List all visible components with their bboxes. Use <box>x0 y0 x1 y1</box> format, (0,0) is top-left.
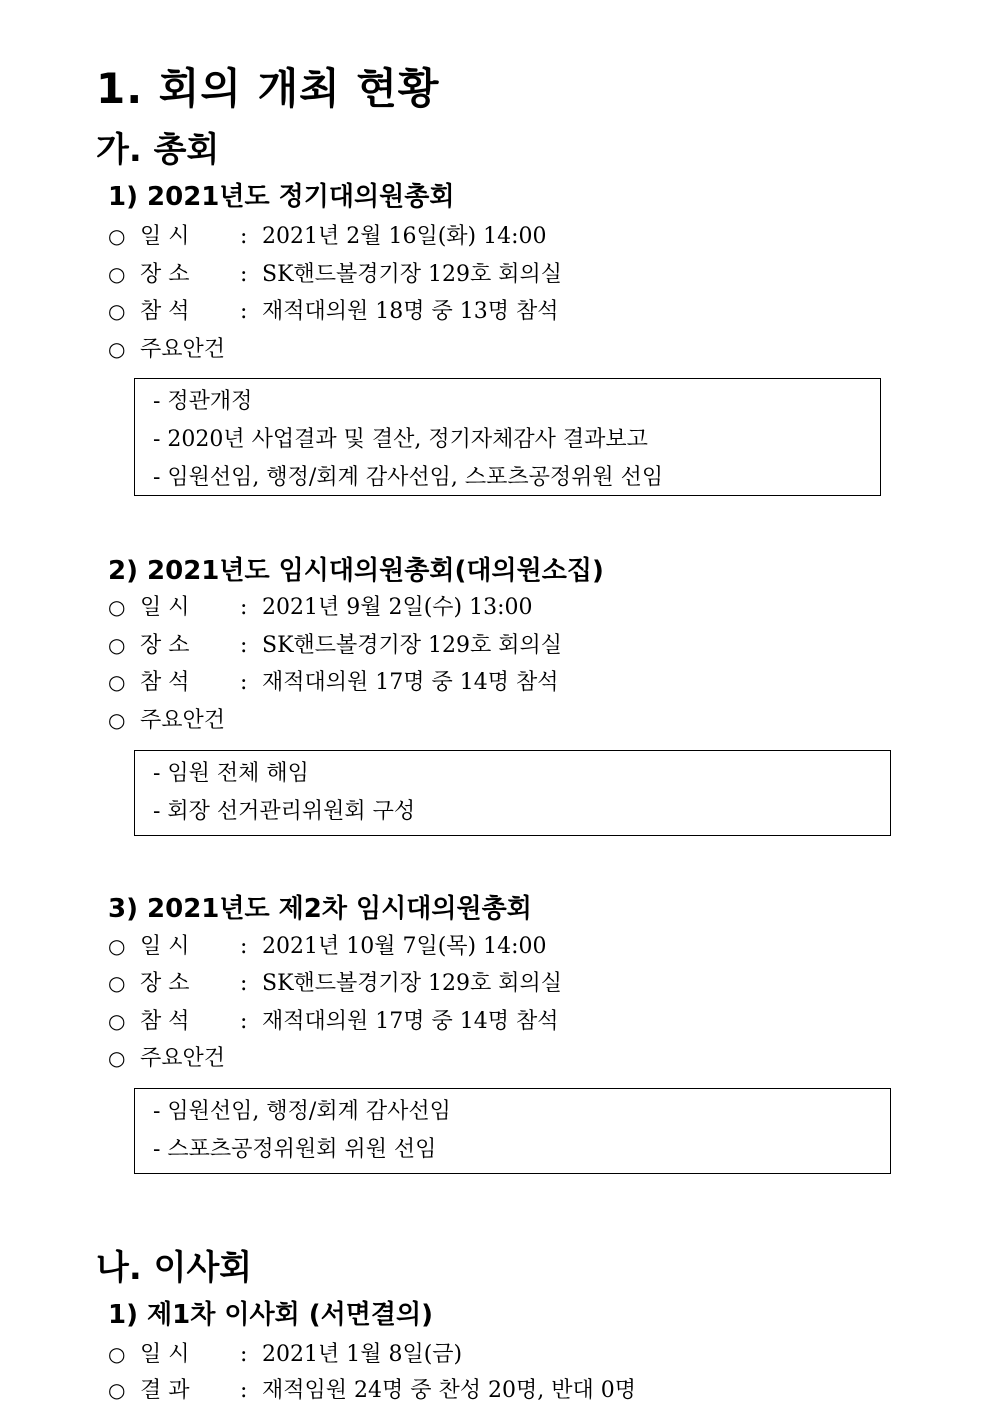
agenda-item: - 임원선임, 행정/회계 감사선임, 스포츠공정위원 선임 <box>153 465 664 490</box>
colon: : <box>240 299 248 324</box>
section-heading: 나. 이사회 <box>96 1248 253 1288</box>
bullet: ○ <box>108 708 126 732</box>
colon: : <box>240 1009 248 1034</box>
agenda-box <box>134 750 891 836</box>
info-value: SK핸드볼경기장 129호 회의실 <box>262 633 563 658</box>
agenda-item: - 회장 선거관리위원회 구성 <box>153 799 416 824</box>
info-label: 장 소 <box>140 262 190 287</box>
agenda-label: 주요안건 <box>140 708 226 733</box>
info-row <box>108 221 547 251</box>
bullet: ○ <box>108 224 126 248</box>
info-row <box>108 259 562 289</box>
meeting-title: 1) 2021년도 정기대의원총회 <box>108 182 455 212</box>
bullet: ○ <box>108 971 126 995</box>
info-row <box>108 630 562 660</box>
bullet: ○ <box>108 595 126 619</box>
info-label: 참 석 <box>140 299 190 324</box>
info-value: 2021년 1월 8일(금) <box>262 1342 463 1367</box>
info-value: SK핸드볼경기장 129호 회의실 <box>262 971 563 996</box>
bullet: ○ <box>108 299 126 323</box>
colon: : <box>240 595 248 620</box>
agenda-box <box>134 378 881 496</box>
bullet: ○ <box>108 337 126 361</box>
info-value: 재적대의원 17명 중 14명 참석 <box>262 1009 559 1034</box>
agenda-item: - 2020년 사업결과 및 결산, 정기자체감사 결과보고 <box>153 427 648 452</box>
info-label: 장 소 <box>140 971 190 996</box>
info-value: 재적임원 24명 중 찬성 20명, 반대 0명 <box>262 1378 636 1403</box>
info-label: 참 석 <box>140 1009 190 1034</box>
section-heading: 가. 총회 <box>96 130 220 170</box>
agenda-label: 주요안건 <box>140 1046 226 1071</box>
meeting-title: 1) 제1차 이사회 (서면결의) <box>108 1300 434 1330</box>
info-value: 재적대의원 17명 중 14명 참석 <box>262 670 559 695</box>
agenda-box <box>134 1088 891 1174</box>
agenda-label: 주요안건 <box>140 337 226 362</box>
colon: : <box>240 934 248 959</box>
info-label: 결 과 <box>140 1378 190 1403</box>
bullet: ○ <box>108 262 126 286</box>
bullet: ○ <box>108 1342 126 1366</box>
info-row <box>108 1339 462 1369</box>
colon: : <box>240 224 248 249</box>
info-label: 참 석 <box>140 670 190 695</box>
info-value: 2021년 9월 2일(수) 13:00 <box>262 595 533 620</box>
info-value: SK핸드볼경기장 129호 회의실 <box>262 262 563 287</box>
colon: : <box>240 1378 248 1403</box>
meeting-title: 3) 2021년도 제2차 임시대의원총회 <box>108 894 532 924</box>
agenda-row <box>108 705 225 735</box>
info-label: 일 시 <box>140 595 190 620</box>
agenda-item: - 임원 전체 해임 <box>153 761 309 786</box>
info-row <box>108 1006 558 1036</box>
bullet: ○ <box>108 633 126 657</box>
agenda-item: - 정관개정 <box>153 389 253 414</box>
info-label: 일 시 <box>140 224 190 249</box>
bullet: ○ <box>108 934 126 958</box>
colon: : <box>240 262 248 287</box>
info-row <box>108 296 558 326</box>
info-row <box>108 931 547 961</box>
info-label: 일 시 <box>140 1342 190 1367</box>
info-value: 2021년 2월 16일(화) 14:00 <box>262 224 547 249</box>
colon: : <box>240 670 248 695</box>
colon: : <box>240 1342 248 1367</box>
info-value: 2021년 10월 7일(목) 14:00 <box>262 934 547 959</box>
bullet: ○ <box>108 1378 126 1402</box>
info-label: 일 시 <box>140 934 190 959</box>
agenda-row <box>108 1043 225 1073</box>
bullet: ○ <box>108 1009 126 1033</box>
bullet: ○ <box>108 670 126 694</box>
info-label: 장 소 <box>140 633 190 658</box>
info-row <box>108 968 562 998</box>
info-row <box>108 1375 636 1405</box>
agenda-row <box>108 334 225 364</box>
agenda-item: - 스포츠공정위원회 위원 선임 <box>153 1137 437 1162</box>
meeting-title: 2) 2021년도 임시대의원총회(대의원소집) <box>108 556 604 586</box>
colon: : <box>240 633 248 658</box>
agenda-item: - 임원선임, 행정/회계 감사선임 <box>153 1099 451 1124</box>
info-row <box>108 667 558 697</box>
info-value: 재적대의원 18명 중 13명 참석 <box>262 299 559 324</box>
info-row <box>108 592 533 622</box>
bullet: ○ <box>108 1046 126 1070</box>
colon: : <box>240 971 248 996</box>
page-title: 1. 회의 개최 현황 <box>96 64 440 113</box>
